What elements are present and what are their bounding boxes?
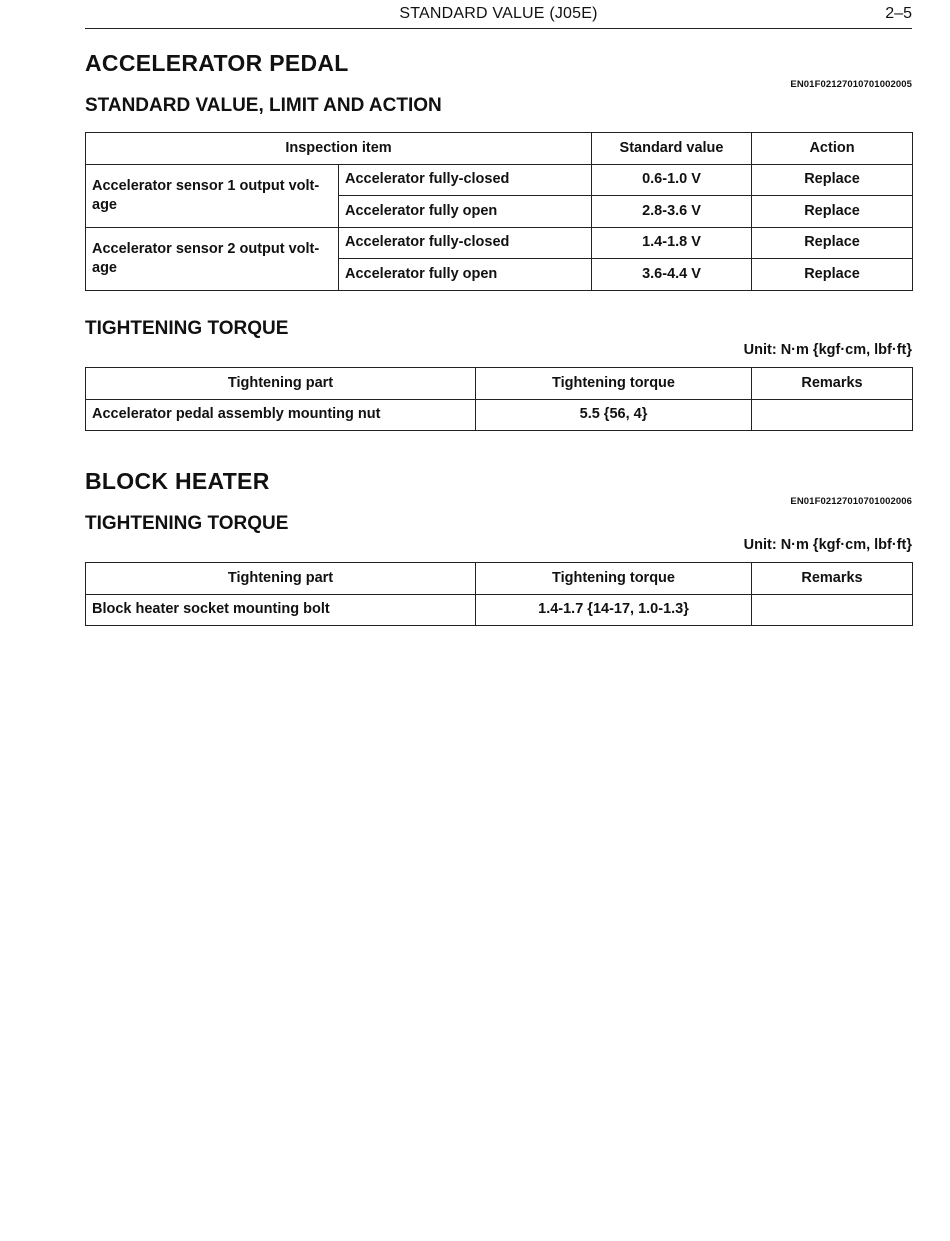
header-tightening-torque: Tightening torque xyxy=(476,368,752,400)
unit-note: Unit: N·m {kgf·cm, lbf·ft} xyxy=(743,537,912,553)
page-number: 2–5 xyxy=(885,5,912,22)
table-row xyxy=(86,399,913,431)
document-code-accelerator: EN01F02127010701002005 xyxy=(790,79,912,90)
section-title-block-heater: BLOCK HEATER xyxy=(85,468,270,494)
header-tightening-torque: Tightening torque xyxy=(476,563,752,595)
action-cell: Replace xyxy=(752,259,913,291)
tightening-torque-table xyxy=(85,367,913,431)
tightening-torque-table xyxy=(85,562,913,626)
subsection-title-tightening-torque: TIGHTENING TORQUE xyxy=(85,318,289,339)
action-cell: Replace xyxy=(752,196,913,228)
document-code-block-heater: EN01F02127010701002006 xyxy=(790,496,912,507)
condition-cell: Accelerator fully open xyxy=(339,259,592,291)
condition-cell: Accelerator fully-closed xyxy=(339,227,592,259)
condition-cell: Accelerator fully-closed xyxy=(339,164,592,196)
standard-value-cell: 2.8-3.6 V xyxy=(592,196,752,228)
remarks-cell xyxy=(752,399,913,431)
header-tightening-part: Tightening part xyxy=(86,563,476,595)
subsection-title-standard-value: STANDARD VALUE, LIMIT AND ACTION xyxy=(85,95,442,116)
header-action: Action xyxy=(752,133,913,165)
action-cell: Replace xyxy=(752,164,913,196)
inspection-group-label: Accelerator sensor 2 output volt-age xyxy=(86,227,339,290)
table-header-row xyxy=(86,133,913,165)
action-cell: Replace xyxy=(752,227,913,259)
standard-value-table xyxy=(85,132,913,291)
standard-value-cell: 1.4-1.8 V xyxy=(592,227,752,259)
table-header-row xyxy=(86,368,913,400)
header-remarks: Remarks xyxy=(752,563,913,595)
page-header xyxy=(85,0,912,29)
section-title-accelerator-pedal: ACCELERATOR PEDAL xyxy=(85,50,349,76)
standard-value-cell: 3.6-4.4 V xyxy=(592,259,752,291)
header-title: STANDARD VALUE (J05E) xyxy=(399,5,598,22)
tightening-torque-cell: 1.4-1.7 {14-17, 1.0-1.3} xyxy=(476,594,752,626)
unit-note: Unit: N·m {kgf·cm, lbf·ft} xyxy=(743,342,912,358)
header-remarks: Remarks xyxy=(752,368,913,400)
inspection-group-label: Accelerator sensor 1 output volt-age xyxy=(86,164,339,227)
remarks-cell xyxy=(752,594,913,626)
header-inspection-item: Inspection item xyxy=(86,133,592,165)
tightening-torque-cell: 5.5 {56, 4} xyxy=(476,399,752,431)
table-row xyxy=(86,594,913,626)
header-tightening-part: Tightening part xyxy=(86,368,476,400)
header-standard-value: Standard value xyxy=(592,133,752,165)
table-header-row xyxy=(86,563,913,595)
tightening-part-cell: Accelerator pedal assembly mounting nut xyxy=(86,399,476,431)
standard-value-cell: 0.6-1.0 V xyxy=(592,164,752,196)
subsection-title-tightening-torque: TIGHTENING TORQUE xyxy=(85,513,289,534)
table-row xyxy=(86,164,913,196)
condition-cell: Accelerator fully open xyxy=(339,196,592,228)
table-row xyxy=(86,227,913,259)
tightening-part-cell: Block heater socket mounting bolt xyxy=(86,594,476,626)
